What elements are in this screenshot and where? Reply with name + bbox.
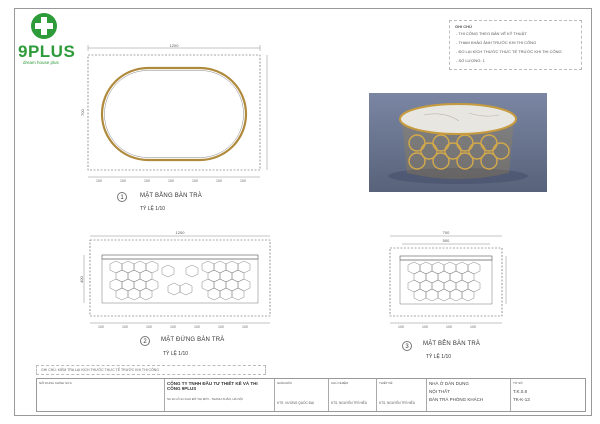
svg-text:100: 100	[192, 179, 198, 183]
svg-text:100: 100	[122, 325, 128, 329]
item-name: BÀN TRÀ PHÒNG KHÁCH	[429, 397, 484, 402]
svg-text:100: 100	[194, 325, 200, 329]
revisions-header: NỘI DUNG CHỈNH SỬA	[39, 381, 72, 385]
note-item: - THI CÔNG THEO BẢN VẼ KỸ THUẬT	[456, 31, 527, 36]
view-scale-1: TỶ LỆ 1/10	[140, 206, 166, 212]
svg-text:100: 100	[170, 325, 176, 329]
designer-label: THIẾT KẾ	[379, 381, 393, 385]
svg-text:100: 100	[470, 325, 476, 329]
svg-text:100: 100	[168, 179, 174, 183]
render-image	[369, 93, 547, 192]
view-number-1: 1	[117, 192, 127, 202]
svg-text:100: 100	[146, 325, 152, 329]
title-block	[36, 378, 586, 412]
company-name: CÔNG TY TNHH ĐẦU TƯ THIẾT KẾ VÀ THI CÔNG 9PLUS	[167, 381, 258, 391]
side-inner-dim: 500	[442, 238, 450, 243]
front-width-dim: 1200	[175, 230, 185, 235]
revisions-cell	[37, 379, 165, 411]
side-elevation-drawing	[380, 228, 510, 338]
designer-name: KTS. NGUYỄN TRÍ HIẾU	[379, 401, 416, 405]
project-label: NHÀ Ở DÂN DỤNG	[429, 381, 469, 386]
director-name: KTS. VƯƠNG QUỐC ĐẠI	[277, 401, 314, 405]
svg-text:100: 100	[120, 179, 126, 183]
project-name: NỘI THẤT	[429, 389, 450, 394]
company-address: Số 10 LÔ 21 KHU ĐÔ THỊ MỚI - THANH XUÂN, HÀ NỘI	[167, 397, 243, 401]
svg-text:100: 100	[144, 179, 150, 183]
view-number-2: 2	[140, 336, 150, 346]
note-item: - SỐ LƯỢNG: 1	[456, 58, 485, 63]
logo-icon	[30, 12, 58, 40]
svg-text:100: 100	[240, 179, 246, 183]
sheet-cell	[511, 379, 587, 411]
plan-width-dim: 1200	[169, 43, 179, 48]
svg-text:100: 100	[242, 325, 248, 329]
side-width-dim: 700	[442, 230, 450, 235]
director-cell	[275, 379, 329, 411]
sheet-code: T.K.0.8	[513, 389, 528, 394]
chief-label: CHỦ NHIỆM	[331, 381, 348, 385]
view-scale-2: TỶ LỆ 1/10	[163, 351, 189, 357]
svg-text:100: 100	[96, 179, 102, 183]
logo-text: 9PLUS	[18, 42, 76, 61]
front-elevation-drawing	[80, 228, 280, 338]
designer-cell	[377, 379, 427, 411]
svg-text:100: 100	[98, 325, 104, 329]
project-cell	[427, 379, 511, 411]
view-number-3: 3	[402, 341, 412, 351]
plan-view-drawing	[80, 40, 270, 190]
svg-text:100: 100	[422, 325, 428, 329]
view-title-1: MẶT BẰNG BÀN TRÀ	[140, 193, 202, 199]
view-title-2: MẶT ĐỨNG BÀN TRÀ	[161, 337, 225, 343]
front-height-dim: 400	[79, 276, 84, 283]
svg-text:100: 100	[218, 325, 224, 329]
sheet-number: TK-K-13	[513, 397, 530, 402]
notes-heading: GHI CHÚ	[455, 24, 472, 29]
notes-box	[449, 20, 582, 70]
view-scale-3: TỶ LỆ 1/10	[426, 354, 452, 360]
chief-cell	[329, 379, 377, 411]
view-title-3: MẶT BÊN BÀN TRÀ	[423, 341, 481, 347]
svg-text:100: 100	[446, 325, 452, 329]
bottom-note: GHI CHÚ: KIỂM TRA LẠI KÍCH THƯỚC THỰC TẾ TRƯỚC KHI THI CÔNG	[36, 365, 266, 375]
chief-name: KTS. NGUYỄN TRÍ HIẾU	[331, 401, 368, 405]
logo-tagline: dream house plus	[23, 60, 59, 65]
svg-text:100: 100	[216, 179, 222, 183]
svg-text:100: 100	[398, 325, 404, 329]
sheet-label: TỜ SỐ	[513, 381, 523, 385]
note-item: - ĐO LẠI KÍCH THƯỚC THỰC TẾ TRƯỚC KHI THI CÔNG	[456, 49, 562, 54]
company-cell	[165, 379, 275, 411]
note-item: - THAM KHẢO ẢNH TRƯỚC KHI THI CÔNG	[456, 40, 537, 45]
plan-height-dim: 700	[80, 109, 85, 116]
director-label: GIÁM ĐỐC	[277, 381, 293, 385]
